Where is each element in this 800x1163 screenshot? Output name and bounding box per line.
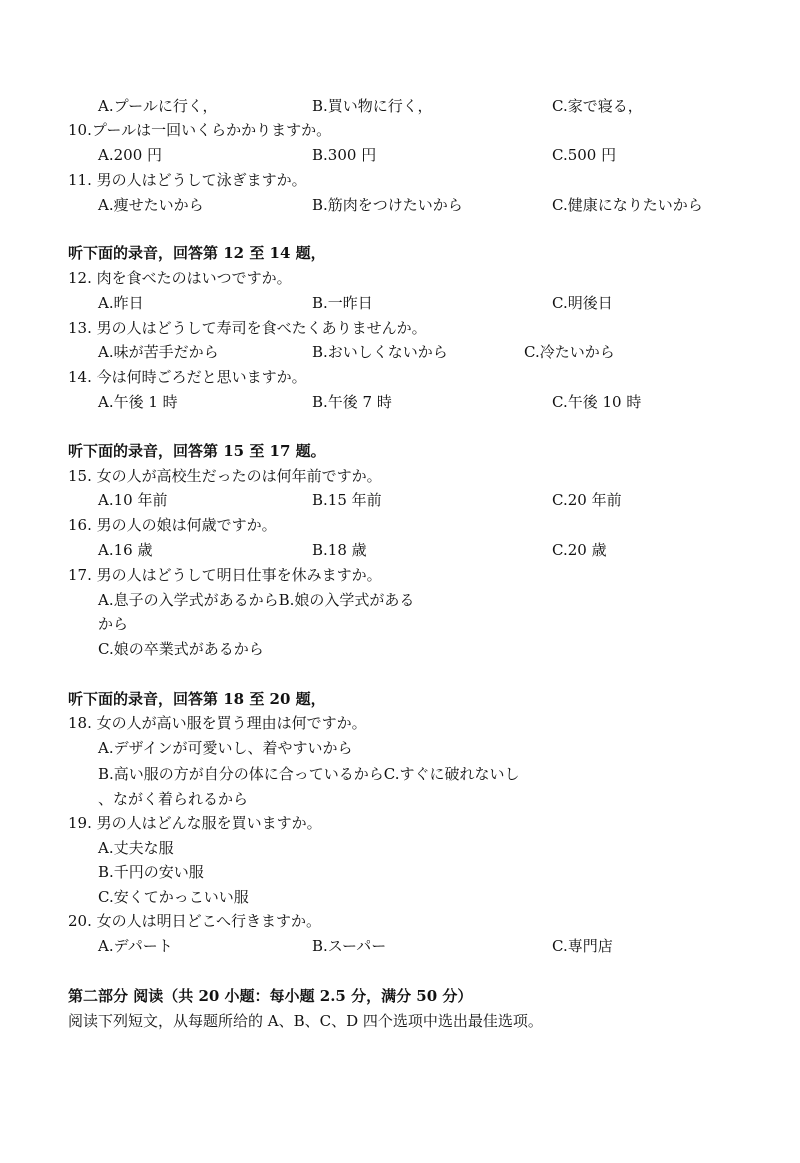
q16-option-c: C.20 歳 bbox=[552, 541, 607, 559]
q11-option-b: B.筋肉をつけたいから bbox=[312, 196, 463, 214]
q18-stem: 18. 女の人が高い服を買う理由は何ですか。 bbox=[68, 714, 367, 732]
q11-stem: 11. 男の人はどうして泳ぎますか。 bbox=[68, 171, 307, 189]
q20-option-c: C.専門店 bbox=[552, 937, 613, 955]
q15-option-c: C.20 年前 bbox=[552, 491, 622, 509]
q12-stem: 12. 肉を食べたのはいつですか。 bbox=[68, 269, 292, 287]
q10-option-b: B.300 円 bbox=[312, 146, 377, 164]
q18-options-line3: 、ながく着られるから bbox=[98, 790, 249, 808]
q17-options-line2: から bbox=[98, 615, 129, 633]
q10-option-a: A.200 円 bbox=[98, 146, 162, 164]
q11-option-c: C.健康になりたいから bbox=[552, 196, 703, 214]
q18-option-a: A.デザインが可愛いし、着やすいから bbox=[98, 739, 353, 757]
q14-option-b: B.午後 7 時 bbox=[312, 393, 392, 411]
q12-option-b: B.一昨日 bbox=[312, 294, 373, 312]
q16-option-a: A.16 歳 bbox=[98, 541, 153, 559]
part2-instruction: 阅读下列短文，从每题所给的 A、B、C、D 四个选项中选出最佳选项。 bbox=[68, 1012, 543, 1030]
q14-option-a: A.午後 1 時 bbox=[98, 393, 178, 411]
section-heading-12-14: 听下面的录音，回答第 12 至 14 题， bbox=[68, 244, 326, 262]
section-heading-15-17: 听下面的录音，回答第 15 至 17 题。 bbox=[68, 442, 326, 460]
q20-option-a: A.デパート bbox=[98, 937, 173, 955]
section-heading-18-20: 听下面的录音，回答第 18 至 20 题， bbox=[68, 690, 326, 708]
q19-stem: 19. 男の人はどんな服を買いますか。 bbox=[68, 814, 322, 832]
q16-stem: 16. 男の人の娘は何歳ですか。 bbox=[68, 516, 277, 534]
q11-option-a: A.痩せたいから bbox=[98, 196, 204, 214]
q10-stem: 10.プールは一回いくらかかりますか。 bbox=[68, 121, 332, 139]
q19-option-a: A.丈夫な服 bbox=[98, 839, 174, 857]
q14-stem: 14. 今は何時ごろだと思いますか。 bbox=[68, 368, 307, 386]
q13-stem: 13. 男の人はどうして寿司を食べたくありませんか。 bbox=[68, 319, 427, 337]
q13-option-a: A.味が苦手だから bbox=[98, 343, 219, 361]
q15-option-b: B.15 年前 bbox=[312, 491, 382, 509]
q12-option-c: C.明後日 bbox=[552, 294, 613, 312]
q16-option-b: B.18 歳 bbox=[312, 541, 367, 559]
q17-stem: 17. 男の人はどうして明日仕事を休みますか。 bbox=[68, 566, 382, 584]
q17-options-line1: A.息子の入学式があるからB.娘の入学式がある bbox=[98, 591, 415, 609]
q9-option-a: A.プールに行く， bbox=[98, 97, 218, 115]
q15-stem: 15. 女の人が高校生だったのは何年前ですか。 bbox=[68, 467, 382, 485]
q19-option-b: B.千円の安い服 bbox=[98, 863, 204, 881]
q13-option-c: C.冷たいから bbox=[524, 343, 615, 361]
q9-option-b: B.買い物に行く， bbox=[312, 97, 433, 115]
q15-option-a: A.10 年前 bbox=[98, 491, 168, 509]
q10-option-c: C.500 円 bbox=[552, 146, 617, 164]
q19-option-c: C.安くてかっこいい服 bbox=[98, 888, 249, 906]
q20-option-b: B.スーパー bbox=[312, 937, 387, 955]
q17-option-c: C.娘の卒業式があるから bbox=[98, 640, 264, 658]
q14-option-c: C.午後 10 時 bbox=[552, 393, 642, 411]
q13-option-b: B.おいしくないから bbox=[312, 343, 448, 361]
part2-title: 第二部分 阅读（共 20 小题：每小题 2.5 分，满分 50 分） bbox=[68, 987, 473, 1005]
q20-stem: 20. 女の人は明日どこへ行きますか。 bbox=[68, 912, 322, 930]
q9-option-c: C.家で寝る， bbox=[552, 97, 643, 115]
q18-options-line2: B.高い服の方が自分の体に合っているからC.すぐに破れないし bbox=[98, 765, 520, 783]
q12-option-a: A.昨日 bbox=[98, 294, 144, 312]
